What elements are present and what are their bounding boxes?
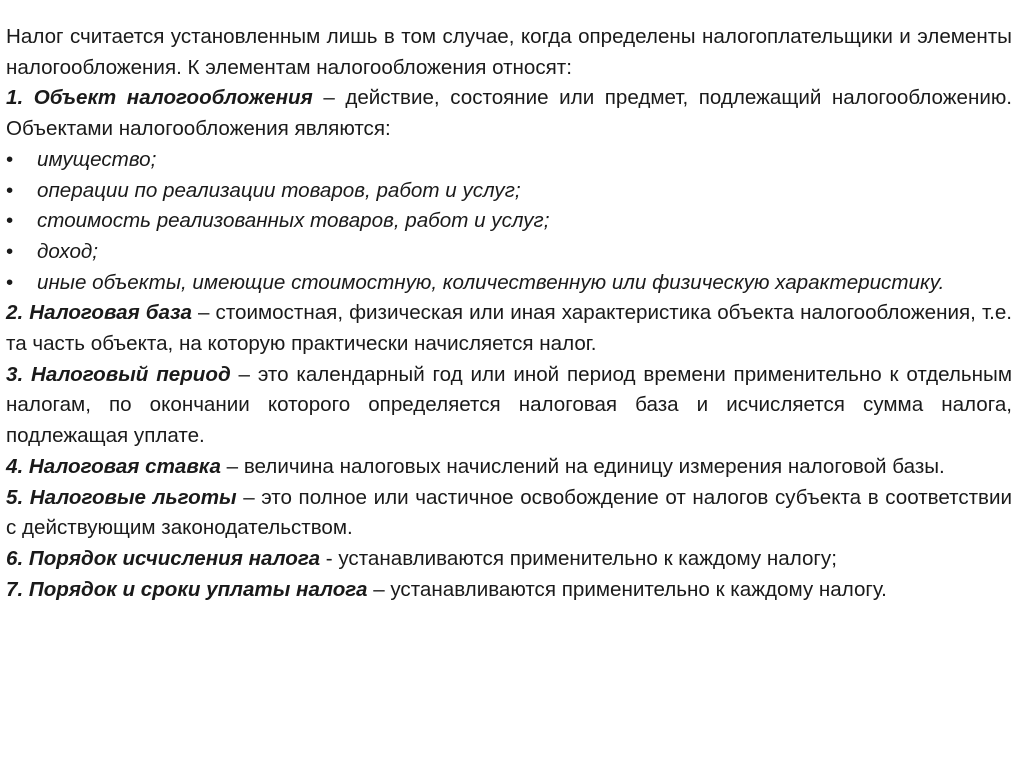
item-definition: – стоимостная, физическая или иная характеристика объекта налогообложения, т.е. та часть объекта, на которую практически начисляется налог. (6, 301, 1012, 356)
item-calculation-procedure (6, 544, 1012, 575)
bullet-icon: • (6, 239, 14, 263)
list-item-text: иные объекты, имеющие стоимостную, количественную или физическую характеристику. (37, 270, 945, 294)
bullet-icon: • (6, 147, 14, 171)
item-term: 4. Налоговая ставка (6, 454, 221, 478)
item-term: 3. Налоговый период (6, 362, 231, 386)
list-item-text: операции по реализации товаров, работ и услуг; (37, 178, 521, 202)
list-item (6, 206, 1012, 237)
item-object-of-taxation (6, 83, 1012, 144)
list-item-text: доход; (37, 239, 99, 263)
document-page (6, 22, 1012, 605)
list-item (6, 145, 1012, 176)
bullet-icon: • (6, 270, 14, 294)
list-item (6, 237, 1012, 268)
list-item (6, 268, 1012, 299)
bullet-icon: • (6, 209, 14, 233)
list-item (6, 176, 1012, 207)
item-definition: – величина налоговых начислений на единицу измерения налоговой базы. (220, 454, 945, 478)
item-tax-benefits (6, 483, 1012, 544)
item-definition: – это календарный год или иной период времени применительно к отдельным налогам, по окончании которого определяется налоговая база и исчисляется сумма налога, подлежащая уплате. (6, 362, 1012, 448)
item-tax-period (6, 360, 1012, 452)
list-item-text: стоимость реализованных товаров, работ и услуг; (37, 209, 550, 233)
item-term: 5. Налоговые льготы (6, 485, 237, 509)
taxation-objects-list (6, 145, 1012, 299)
item-payment-procedure (6, 575, 1012, 606)
item-term: 1. Объект налогообложения (6, 86, 313, 110)
item-tax-base (6, 298, 1012, 359)
item-term: 2. Налоговая база (6, 301, 192, 325)
item-definition: – устанавливаются применительно к каждому налогу. (367, 577, 887, 601)
item-definition: – действие, состояние или предмет, подлежащий налогообложению. Объектами налогообложения являются: (6, 86, 1012, 141)
item-term: 7. Порядок и сроки уплаты налога (6, 577, 368, 601)
bullet-icon: • (6, 178, 14, 202)
item-tax-rate (6, 452, 1012, 483)
intro-paragraph: Налог считается установленным лишь в том случае, когда определены налогоплательщики и элементы налогообложения. К элементам налогообложения относят: (6, 25, 1012, 79)
item-definition: – это полное или частичное освобождение от налогов субъекта в соответствии с действующим законодательством. (6, 485, 1012, 540)
item-definition: - устанавливаются применительно к каждому налогу; (320, 546, 837, 570)
list-item-text: имущество; (37, 147, 157, 171)
item-term: 6. Порядок исчисления налога (6, 546, 321, 570)
